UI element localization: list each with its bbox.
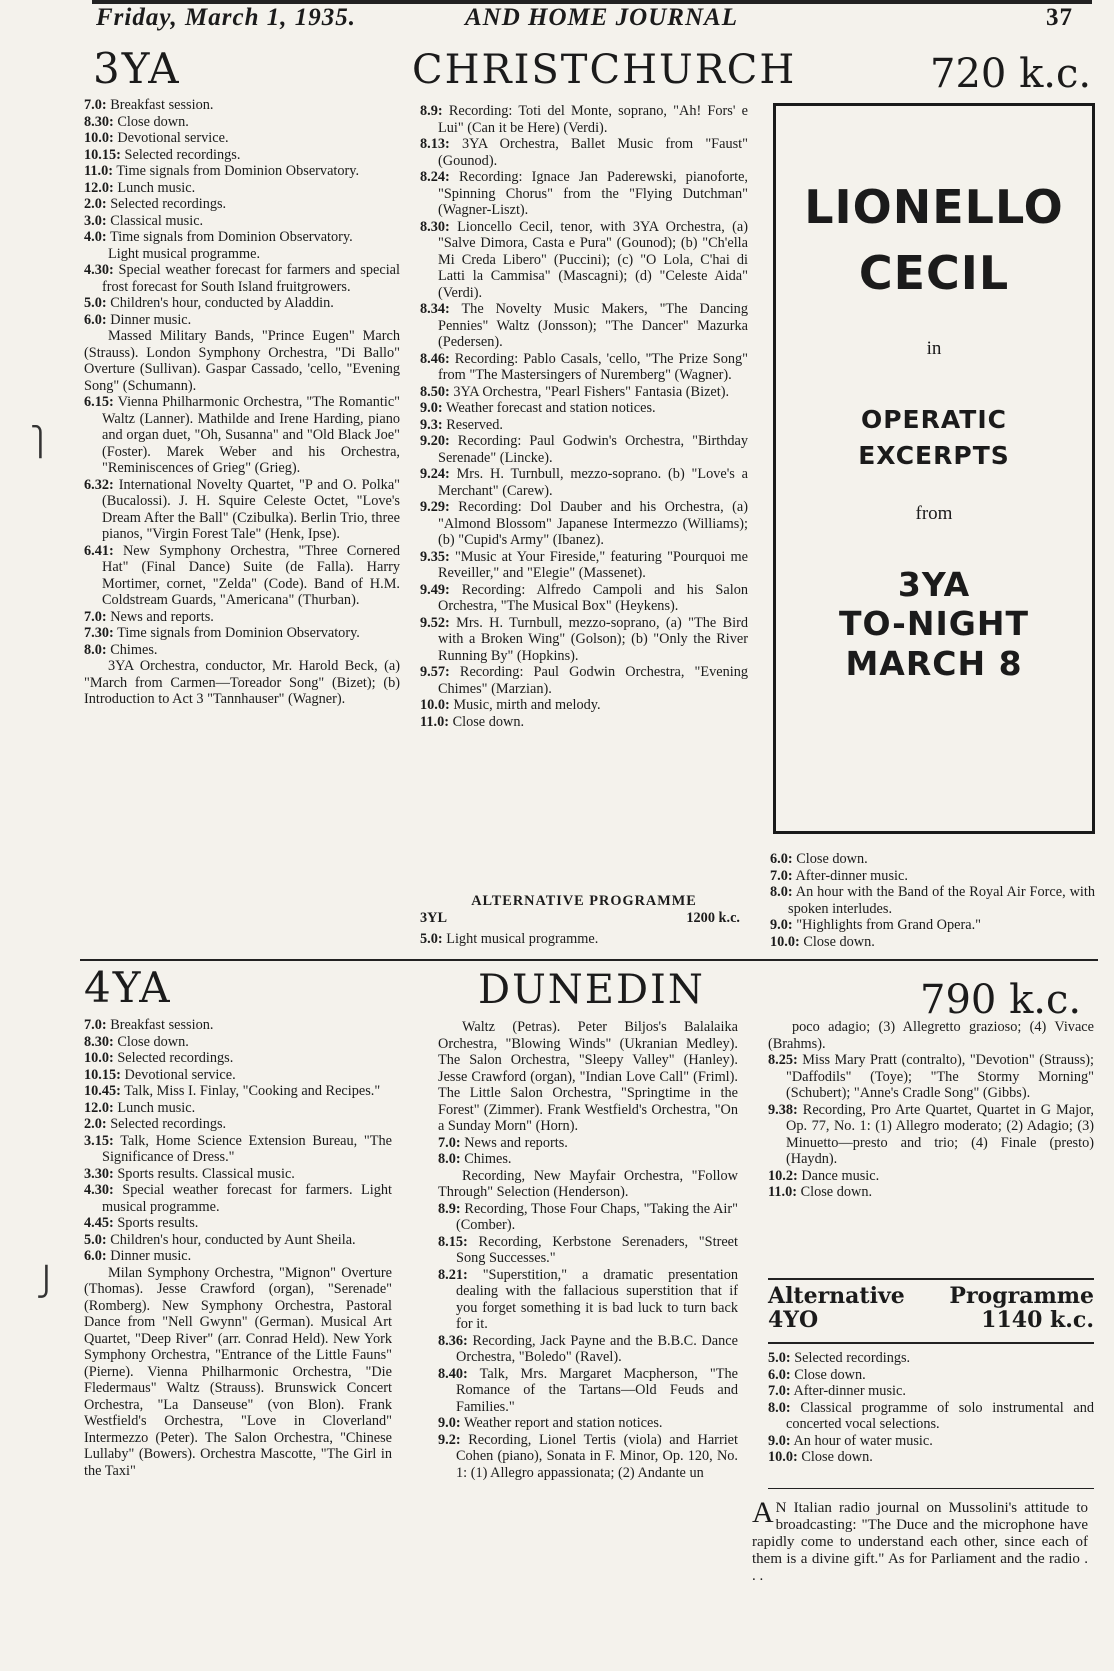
program-entry <box>420 169 748 219</box>
program-time: 10.0: <box>770 933 800 950</box>
program-description: Chimes. <box>464 1151 512 1167</box>
program-description: Classical programme of solo instrumental and concerted vocal selections. <box>786 1399 1094 1432</box>
program-entry <box>438 1415 738 1432</box>
program-time: 8.21: <box>438 1266 468 1283</box>
program-time: 8.9: <box>420 103 443 119</box>
program-description: "Music at Your Fireside," featuring "Pourquoi me Reveiller," and "Elegie" (Massenet). <box>438 548 748 581</box>
program-entry <box>84 477 400 543</box>
program-description: Close down. <box>117 113 189 130</box>
program-description: Light musical programme. <box>446 931 599 947</box>
program-time: 7.0: <box>84 97 107 113</box>
program-description: Sports results. <box>117 1215 199 1231</box>
program-entry <box>768 1433 1094 1450</box>
program-description: Dinner music. <box>110 1248 192 1264</box>
program-description: Special weather forecast for farmers. Light musical programme. <box>102 1182 392 1215</box>
program-description: Recording, Kerbstone Serenaders, "Street Song Successes." <box>456 1233 738 1266</box>
alt-station-row <box>768 1308 1094 1332</box>
program-description: Miss Mary Pratt (contralto), "Devotion" (Strauss); "Daffodils" (Toye); "The Stormy Morning" (Schubert); "Anne's Cradle Song" (Gibbs). <box>786 1052 1095 1101</box>
program-time: 6.0: <box>768 1366 791 1383</box>
program-entry <box>768 1019 1094 1052</box>
program-time: 8.0: <box>768 1399 791 1416</box>
program-entry <box>768 1383 1094 1400</box>
program-description: New Symphony Orchestra, "Three Cornered Hat" (Final Dance) Suite (de Falla). Harry Mortimer, cornet, "Zelda" (Code). Band of H.M. Coldstream Guards, "Americana" (Thurban). <box>102 542 400 608</box>
program-time: 7.30: <box>84 625 114 641</box>
program-description: Weather forecast and station notices. <box>445 400 656 416</box>
program-entry <box>84 312 400 329</box>
program-description: Recording: Dol Dauber and his Orchestra, (a) "Almond Blossom" Japanese Intermezzo (Williams); (b) "Cupid's Army" (Ibanez). <box>438 499 748 548</box>
program-time: 9.20: <box>420 433 450 449</box>
program-entry <box>84 1215 392 1232</box>
program-entry <box>438 1333 738 1366</box>
alt-items <box>420 931 748 948</box>
program-entry <box>768 1052 1094 1102</box>
station-frequency: 720 k.c. <box>930 51 1092 97</box>
program-time: 11.0: <box>768 1184 797 1200</box>
alt-word2: Programme <box>949 1283 1094 1309</box>
program-description: Children's hour, conducted by Aladdin. <box>110 295 334 311</box>
program-entry <box>438 1135 738 1152</box>
ad-line-station: 3YA <box>897 564 971 604</box>
program-entry <box>420 466 748 499</box>
program-entry <box>438 1234 738 1267</box>
ad-line-operatic: OPERATIC <box>860 405 1007 434</box>
program-description: After-dinner music. <box>795 867 908 884</box>
program-description: Selected recordings. <box>794 1350 911 1366</box>
program-time: 7.0: <box>84 608 107 625</box>
program-time: 8.15: <box>438 1233 468 1250</box>
ad-line-name2: CECIL <box>858 246 1010 300</box>
program-entry <box>84 1083 392 1100</box>
program-description: Time signals from Dominion Observatory. <box>109 229 353 245</box>
program-description: Weather report and station notices. <box>463 1415 663 1431</box>
program-entry <box>770 917 1095 934</box>
program-time: 12.0: <box>84 179 114 196</box>
program-time: 9.35: <box>420 548 450 565</box>
program-time: 4.45: <box>84 1215 114 1231</box>
program-entry <box>420 499 748 549</box>
program-time: 8.40: <box>438 1365 468 1382</box>
program-time: 8.30: <box>420 218 450 235</box>
program-time: 9.57: <box>420 664 450 680</box>
program-entry <box>84 609 400 626</box>
program-entry <box>84 642 400 659</box>
program-description: Devotional service. <box>117 130 229 146</box>
program-column <box>438 1019 738 1481</box>
program-description: News and reports. <box>110 608 214 625</box>
program-time: 12.0: <box>84 1099 114 1116</box>
program-description: Recording: Alfredo Campoli and his Salon Orchestra, "The Musical Box" (Heykens). <box>438 581 748 614</box>
alt-station: 4YO <box>768 1307 819 1334</box>
program-entry <box>84 1232 392 1249</box>
program-description: Close down. <box>801 1449 873 1465</box>
program-description: Recording: Toti del Monte, soprano, "Ah! Fors' e Lui" (Can it be Here) (Verdi). <box>438 103 748 136</box>
alt-frequency: 1140 k.c. <box>981 1307 1094 1334</box>
program-description: Children's hour, conducted by Aunt Sheila. <box>110 1231 356 1248</box>
ad-line-tonight: TO-NIGHT <box>839 604 1029 644</box>
program-description: An hour of water music. <box>793 1432 933 1449</box>
program-description: Light musical programme. <box>108 245 261 262</box>
station-frequency: 790 k.c. <box>920 977 1082 1023</box>
program-time: 8.34: <box>420 301 450 317</box>
program-time: 6.32: <box>84 476 114 493</box>
program-entry <box>438 1151 738 1168</box>
program-entry <box>84 1017 392 1034</box>
program-entry <box>84 543 400 609</box>
program-time: 10.45: <box>84 1083 121 1099</box>
alternative-programme <box>420 893 748 948</box>
program-entry <box>84 625 400 642</box>
program-entry <box>84 658 400 708</box>
program-time: 11.0: <box>420 713 449 730</box>
program-time: 3.15: <box>84 1132 114 1149</box>
program-time: 7.0: <box>438 1134 461 1151</box>
program-entry <box>84 1166 392 1183</box>
program-entry <box>84 196 400 213</box>
program-entry <box>420 931 748 948</box>
program-column <box>420 103 748 730</box>
program-time: 3.0: <box>84 212 107 229</box>
program-description: Chimes. <box>110 641 158 658</box>
program-column <box>770 851 1095 950</box>
program-time: 10.15: <box>84 1066 121 1083</box>
program-entry <box>770 934 1095 951</box>
section-divider <box>80 959 1098 961</box>
program-description: Recording, Those Four Chaps, "Taking the Air" (Comber). <box>456 1200 738 1233</box>
program-description: "Superstition," a dramatic presentation dealing with the fallacious superstition that if you forget something it is bad luck to turn back for it. <box>456 1266 738 1332</box>
program-entry <box>84 1265 392 1480</box>
program-description: Recording, Jack Payne and the B.B.C. Dance Orchestra, "Boledo" (Ravel). <box>456 1332 738 1365</box>
program-entry <box>438 1168 738 1201</box>
program-description: Breakfast session. <box>110 1017 214 1033</box>
alt-frequency: 1200 k.c. <box>686 909 740 926</box>
station-city: CHRISTCHURCH <box>412 47 797 93</box>
program-description: Recording: Paul Godwin's Orchestra, "Birthday Serenade" (Lincke). <box>438 433 748 466</box>
program-description: Close down. <box>452 713 525 730</box>
program-time: 8.25: <box>768 1052 798 1068</box>
program-entry <box>420 384 748 401</box>
advertisement <box>773 103 1095 834</box>
program-description: 3YA Orchestra, Ballet Music from "Faust" (Gounod). <box>438 136 748 169</box>
program-entry <box>420 615 748 665</box>
binding-mark: ⎫ <box>30 427 51 458</box>
program-time: 9.24: <box>420 466 450 482</box>
alt-rule <box>768 1278 1094 1280</box>
program-description: Massed Military Bands, "Prince Eugen" March (Strauss). London Symphony Orchestra, "Di Ballo" Overture (Sullivan). Gaspar Cassado, 'cello, "Evening Song" (Schumann). <box>84 328 400 394</box>
program-description: Talk, Miss I. Finlay, "Cooking and Recipes." <box>124 1083 381 1099</box>
program-time: 6.0: <box>84 1248 107 1264</box>
program-entry <box>84 295 400 312</box>
program-time: 9.29: <box>420 499 450 515</box>
station-city: DUNEDIN <box>478 967 705 1013</box>
program-description: Recording: Paul Godwin Orchestra, "Evening Chimes" (Marzian). <box>438 664 748 697</box>
header-journal: AND HOME JOURNAL <box>465 4 738 31</box>
program-description: Mrs. H. Turnbull, mezzo-soprano. (b) "Love's a Merchant" (Carew). <box>438 466 749 499</box>
program-time: 4.30: <box>84 262 114 278</box>
program-description: 3YA Orchestra, conductor, Mr. Harold Beck, (a) "March from Carmen—Toreador Song" (Bizet); (b) Introduction to Act 3 "Tannhauser" (Wagner). <box>84 658 400 707</box>
program-time: 9.0: <box>420 400 443 416</box>
alt-items <box>768 1350 1094 1466</box>
program-entry <box>84 147 400 164</box>
program-time: 4.30: <box>84 1182 114 1198</box>
program-time: 8.0: <box>770 884 793 900</box>
station-callsign: 3YA <box>93 44 181 93</box>
ad-from: from <box>915 502 953 524</box>
program-description: Time signals from Dominion Observatory. <box>117 625 360 641</box>
program-description: Selected recordings. <box>110 196 227 212</box>
program-description: Close down. <box>796 851 868 867</box>
program-description: The Novelty Music Makers, "The Dancing Pennies" Waltz (Jonsson); "The Dancer" Mazurka (Pedersen). <box>438 301 748 350</box>
program-time: 9.0: <box>438 1415 461 1431</box>
program-description: Sports results. Classical music. <box>117 1165 295 1182</box>
program-entry <box>84 163 400 180</box>
program-description: Mrs. H. Turnbull, mezzo-soprano, (a) "The Bird with a Broken Wing" (Golson); (b) "Only the River Running By" (Hopkins). <box>438 614 748 664</box>
program-description: Recording, New Mayfair Orchestra, "Follow Through" Selection (Henderson). <box>438 1167 738 1200</box>
filler-dropcap: A <box>752 1496 774 1529</box>
program-time: 9.49: <box>420 581 450 598</box>
program-entry <box>84 1034 392 1051</box>
program-time: 9.3: <box>420 416 443 433</box>
program-time: 3.30: <box>84 1165 114 1182</box>
filler-paragraph <box>752 1496 1088 1585</box>
program-time: 8.30: <box>84 1033 114 1050</box>
program-entry <box>84 97 400 114</box>
program-entry <box>438 1201 738 1234</box>
program-entry <box>420 136 748 169</box>
ad-line-excerpts: EXCERPTS <box>858 441 1010 471</box>
program-column <box>84 1017 392 1479</box>
program-time: 7.0: <box>84 1017 107 1033</box>
program-entry <box>438 1366 738 1416</box>
program-time: 7.0: <box>768 1383 791 1399</box>
program-entry <box>768 1449 1094 1466</box>
program-description: Special weather forecast for farmers and special frost forecast for South Island fruitgrowers. <box>102 262 400 295</box>
program-time: 6.41: <box>84 542 114 559</box>
program-description: Waltz (Petras). Peter Biljos's Balalaika Orchestra, "Blowing Winds" (Ukranian Medley). The Salon Orchestra, "Sleepy Valley" (Hanley). Jesse Crawford (organ), "Indian Love Call" (Friml). The Little Salon Orchestra, "Springtime in the Forest" (Zimmer). Frank Westfield's Orchestra, "On a Sunday Morn" (Horn). <box>438 1019 738 1134</box>
program-entry <box>420 417 748 434</box>
program-time: 9.0: <box>770 917 793 933</box>
program-entry <box>420 549 748 582</box>
program-time: 7.0: <box>770 867 793 884</box>
program-entry <box>770 884 1095 917</box>
alt-station-row <box>420 910 748 927</box>
program-time: 5.0: <box>768 1350 791 1366</box>
program-time: 2.0: <box>84 196 107 212</box>
program-entry <box>768 1184 1094 1201</box>
program-time: 4.0: <box>84 229 107 245</box>
program-entry <box>768 1168 1094 1185</box>
program-description: Recording, Lionel Tertis (viola) and Harriet Cohen (piano), Sonata in F. Minor, Op. 120, No. 1: (1) Allegro appassionata; (2) Andante un <box>456 1431 738 1481</box>
program-description: Close down. <box>800 1184 873 1200</box>
program-description: Recording, Pro Arte Quartet, Quartet in G Major, Op. 77, No. 1: (1) Allegro moderato; (2) Adagio; (3) Minuetto—presto and trio; (4) Finale (presto) (Haydn). <box>786 1101 1095 1167</box>
program-entry <box>84 1182 392 1215</box>
filler-text: N Italian radio journal on Mussolini's attitude to broadcasting: "The Duce and the microphone have rapidly come to understand each other, since each of them is a divine gift." As for Parliament and the radio . . . <box>752 1500 1088 1584</box>
filler-rule <box>768 1488 1094 1489</box>
program-description: Close down. <box>117 1033 189 1050</box>
program-time: 9.38: <box>768 1101 798 1118</box>
program-time: 9.2: <box>438 1431 461 1448</box>
program-entry <box>768 1350 1094 1367</box>
program-description: Close down. <box>794 1366 866 1383</box>
program-entry <box>84 1100 392 1117</box>
program-time: 9.0: <box>768 1432 791 1449</box>
program-column <box>768 1019 1094 1201</box>
program-entry <box>438 1019 738 1135</box>
page-number: 37 <box>1046 4 1073 31</box>
program-description: Close down. <box>803 933 875 950</box>
program-description: Recording: Ignace Jan Paderewski, pianoforte, "Spinning Chorus" from the "Flying Dutchman" (Wagner-Liszt). <box>438 169 748 218</box>
program-entry <box>420 697 748 714</box>
program-description: Selected recordings. <box>117 1050 234 1066</box>
alt-rule <box>768 1342 1094 1344</box>
program-time: 5.0: <box>420 931 443 947</box>
program-time: 8.50: <box>420 383 450 400</box>
program-description: An hour with the Band of the Royal Air Force, with spoken interludes. <box>788 884 1095 917</box>
program-time: 5.0: <box>84 295 107 311</box>
program-time: 8.36: <box>438 1332 468 1349</box>
program-description: Lunch music. <box>117 1099 196 1116</box>
alt-heading: ALTERNATIVE PROGRAMME <box>471 893 697 909</box>
program-time: 6.15: <box>84 394 114 410</box>
alternative-programme <box>768 1284 1094 1332</box>
program-entry <box>770 851 1095 868</box>
program-time: 10.0: <box>420 697 450 713</box>
program-time: 8.24: <box>420 169 450 185</box>
program-time: 8.46: <box>420 350 450 367</box>
alt-station: 3YL <box>420 909 448 926</box>
program-description: Lunch music. <box>117 179 196 196</box>
program-time: 5.0: <box>84 1231 107 1248</box>
program-description: Dinner music. <box>110 311 192 328</box>
program-entry <box>84 1248 392 1265</box>
program-time: 8.0: <box>438 1151 461 1167</box>
station-callsign: 4YA <box>84 963 172 1012</box>
program-entry <box>84 1133 392 1166</box>
program-description: Music, mirth and melody. <box>453 697 601 713</box>
program-time: 8.0: <box>84 641 107 658</box>
program-entry <box>420 664 748 697</box>
program-entry <box>420 219 748 302</box>
program-time: 11.0: <box>84 163 113 179</box>
program-time: 9.52: <box>420 614 450 631</box>
program-description: Recording: Pablo Casals, 'cello, "The Prize Song" from "The Mastersingers of Nuremberg" (Wagner). <box>438 350 749 383</box>
program-description: 3YA Orchestra, "Pearl Fishers" Fantasia (Bizet). <box>453 383 730 400</box>
program-entry <box>420 714 748 731</box>
program-description: Breakfast session. <box>110 97 214 113</box>
ad-in: in <box>926 338 942 359</box>
program-entry <box>768 1367 1094 1384</box>
program-time: 6.0: <box>770 851 793 867</box>
program-entry <box>420 400 748 417</box>
program-time: 10.2: <box>768 1167 798 1184</box>
program-entry <box>84 114 400 131</box>
binding-mark: ⎭ <box>36 1267 57 1298</box>
program-description: poco adagio; (3) Allegretto grazioso; (4) Vivace (Brahms). <box>768 1019 1094 1052</box>
program-entry <box>84 130 400 147</box>
program-description: Selected recordings. <box>110 1116 227 1132</box>
program-entry <box>84 1116 392 1133</box>
program-time: 2.0: <box>84 1116 107 1132</box>
program-column <box>84 97 400 708</box>
program-entry <box>84 1050 392 1067</box>
program-entry <box>768 1400 1094 1433</box>
program-description: Reserved. <box>446 416 503 433</box>
program-description: "Highlights from Grand Opera." <box>796 917 982 933</box>
program-entry <box>84 213 400 230</box>
program-description: Vienna Philharmonic Orchestra, "The Romantic" Waltz (Lanner). Mathilde and Irene Harding, piano and organ duet, "Oh, Susanna" and "Old Black Joe" (Foster). Marek Weber and his Orchestra, "Reminiscences of Grieg" (Grieg). <box>102 394 400 476</box>
alt-word1: Alternative <box>768 1283 905 1309</box>
program-time: 10.0: <box>84 130 114 146</box>
program-description: Dance music. <box>801 1167 880 1184</box>
program-entry <box>420 301 748 351</box>
alt-heading-row <box>768 1284 1094 1308</box>
program-entry <box>84 328 400 394</box>
program-description: Selected recordings. <box>124 146 241 163</box>
program-entry <box>420 351 748 384</box>
program-description: Lioncello Cecil, tenor, with 3YA Orchestra, (a) "Salve Dimora, Casta e Pura" (Gounod); (b) "Ch'ella Mi Creda Libero" (Puccini); (c) "O Lola, C'hai di Latti la Cammisa" (Mascagni); (d) "Celeste Aida" (Verdi). <box>438 218 748 301</box>
program-entry <box>770 868 1095 885</box>
program-description: Milan Symphony Orchestra, "Mignon" Overture (Thomas). Jesse Crawford (organ), "Serenade" (Romberg). New Symphony Orchestra, Pastoral Dance from "Nell Gwynn" (German). Musical Art Quartet, "Deep River" (arr. Conrad Held). New York Symphony Orchestra, "Entrance of the Little Fauns" (Pierne). Vienna Philharmonic Orchestra, "Die Fledermaus" Waltz (Strauss). Brunswick Concert Orchestra, "La Danseuse" (von Blon). Frank Westfield's Orchestra, "Love in Cloverland" Intermezzo (Peter). The Salon Orchestra, "Chinese Lullaby" (Bowers). Orchestra Mascotte, "The Girl in the Taxi" <box>84 1264 392 1479</box>
program-entry <box>420 103 748 136</box>
program-entry <box>420 582 748 615</box>
program-description: International Novelty Quartet, "P and O. Polka" (Bucalossi). J. H. Squire Celeste Octet, "Love's Dream After the Ball" (Czibulka). Berlin Trio, three pianos, "Virgin Forest Tale" (Henk, Ipse). <box>102 476 400 542</box>
program-entry <box>84 246 400 263</box>
program-time: 8.30: <box>84 113 114 130</box>
ad-line-name1: LIONELLO <box>804 180 1064 234</box>
program-time: 8.13: <box>420 136 450 152</box>
program-entry <box>84 229 400 246</box>
ad-line-date: MARCH 8 <box>845 643 1023 683</box>
program-description: Time signals from Dominion Observatory. <box>116 163 360 179</box>
program-entry <box>84 180 400 197</box>
program-entry <box>420 433 748 466</box>
program-time: 8.9: <box>438 1200 461 1217</box>
program-time: 10.15: <box>84 146 121 163</box>
program-entry <box>84 262 400 295</box>
program-entry <box>84 394 400 477</box>
program-description: Devotional service. <box>124 1066 236 1083</box>
program-entry <box>438 1267 738 1333</box>
program-description: After-dinner music. <box>793 1383 906 1399</box>
program-time: 6.0: <box>84 311 107 328</box>
program-entry <box>768 1102 1094 1168</box>
program-entry <box>84 1067 392 1084</box>
header-date: Friday, March 1, 1935. <box>96 4 356 31</box>
program-description: Talk, Mrs. Margaret Macpherson, "The Romance of the Tartans—Old Feuds and Families." <box>456 1365 738 1415</box>
program-description: Classical music. <box>110 212 204 229</box>
program-description: News and reports. <box>464 1134 568 1151</box>
program-time: 10.0: <box>84 1050 114 1066</box>
program-description: Talk, Home Science Extension Bureau, "The Significance of Dress." <box>102 1132 392 1165</box>
program-entry <box>438 1432 738 1482</box>
program-time: 10.0: <box>768 1449 798 1465</box>
